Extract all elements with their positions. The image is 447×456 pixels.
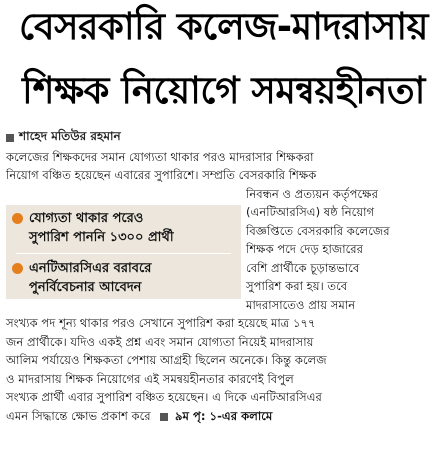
headline-line-2: শিক্ষক নিয়োগে সমন্বয়হীনতা: [22, 69, 425, 112]
byline-author: শাহেদ মতিউর রহমান: [19, 129, 121, 143]
highlight-line: যোগ্যতা থাকার পরেও: [29, 211, 144, 226]
body-line: মাদরাসাতেও প্রায় সমান: [246, 298, 356, 312]
highlight-text: [29, 259, 151, 297]
headline-line-1: বেসরকারি কলেজ-মাদরাসায়: [19, 5, 428, 48]
highlight-box: [6, 205, 241, 299]
article-body: [6, 148, 442, 456]
body-line: সুপারিশ করা হয়। তবে: [246, 279, 348, 293]
body-line-last: [6, 407, 272, 425]
body-line: কলেজের শিক্ষকদের সমান যোগ্যতা থাকার পরও মাদরাসার শিক্ষকরা: [6, 150, 314, 164]
highlight-line: সুপারিশ পাননি ১৩০০ প্রার্থী: [29, 230, 174, 245]
highlight-text: [29, 209, 174, 247]
highlight-line: পুনর্বিবেচনার আবেদন: [29, 280, 142, 295]
byline: [6, 128, 121, 148]
body-line: সংখ্যক পদ শূন্য থাকার পরও সেখানে সুপারিশ করা হয়েছে মাত্র ১৭৭: [6, 316, 316, 330]
body-line: নিবন্ধন ও প্রত্যয়ন কর্তৃপক্ষের: [246, 187, 378, 201]
highlight-divider: [16, 253, 231, 254]
body-line: আলিম পর্যায়েও শিক্ষকতা পেশায় আগ্রহী ছিলেন অনেকে। কিন্তু কলেজ: [6, 353, 327, 367]
continuation-square-icon: [160, 413, 168, 421]
orange-bullet-icon: [12, 263, 23, 274]
body-line: বিজ্ঞপ্তিতে বেসরকারি কলেজের: [246, 224, 390, 238]
body-line: সংখ্যক প্রার্থী এবার সুপারিশ বঞ্চিত হয়েছেন। এ দিকে এনটিআরসিএর: [6, 390, 322, 404]
body-line: নিয়োগ বঞ্চিত হয়েছেন এবারের সুপারিশে। সম্প্রতি বেসরকারি শিক্ষক: [6, 168, 317, 182]
body-line: (এনটিআরসিএ) ষষ্ঠ নিয়োগ: [246, 205, 375, 219]
orange-bullet-icon: [12, 213, 23, 224]
highlight-line: এনটিআরসিএর বরাবরে: [29, 261, 152, 276]
highlight-item: [12, 209, 174, 247]
body-line-text: এমন সিদ্ধান্তে ক্ষোভ প্রকাশ করে: [6, 409, 151, 423]
byline-square-icon: [6, 134, 14, 142]
body-line: বেশি প্রার্থীকে চূড়ান্তভাবে: [246, 261, 360, 275]
body-line: ও মাদরাসায় শিক্ষক নিয়োগের এই সমন্বয়হীনতার কারণেই বিপুল: [6, 372, 294, 386]
body-line: জন প্রার্থীকে। যদিও একই প্রশ্ন এবং সমান যোগ্যতা নিয়েই মাদরাসায়: [6, 335, 314, 349]
highlight-item: [12, 259, 151, 297]
continuation-label[interactable]: ৯ম পৃ: ১-এর কলামে: [175, 409, 273, 423]
body-line: শিক্ষক পদে দেড় হাজারের: [246, 242, 364, 256]
